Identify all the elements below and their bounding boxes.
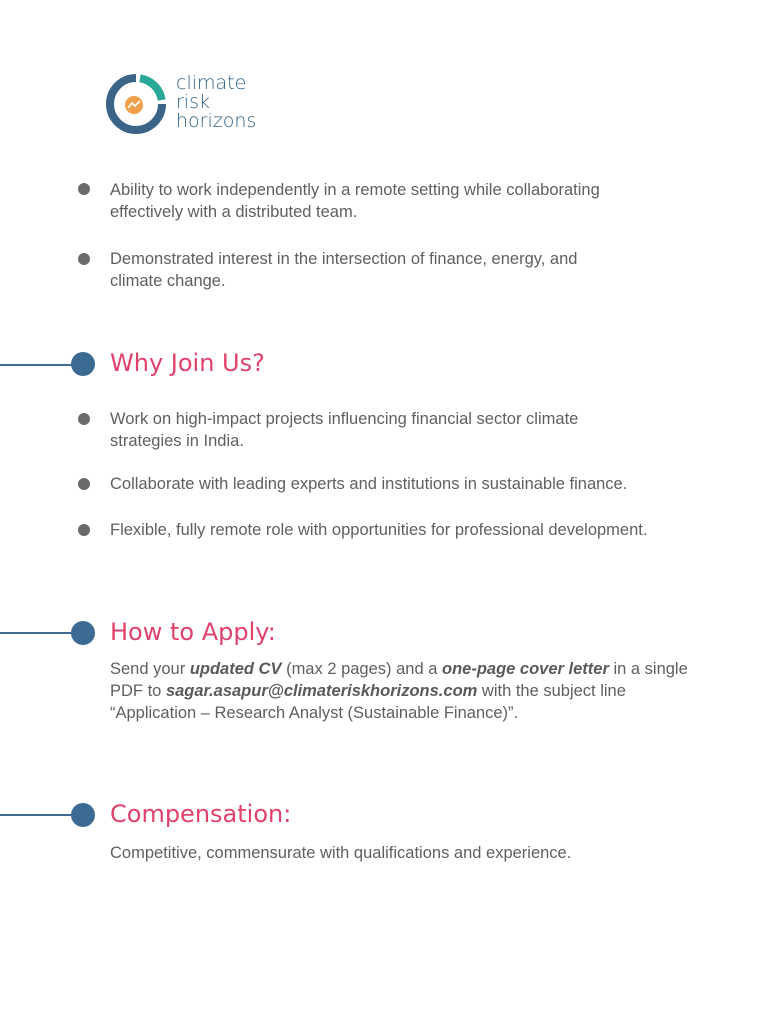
list-item-line: Collaborate with leading experts and institutions in sustainable finance.: [110, 475, 628, 493]
section-divider-line: [0, 814, 78, 816]
section-divider-line: [0, 364, 78, 366]
logo-line-climate: climate: [176, 72, 247, 94]
list-item-line: strategies in India.: [110, 432, 244, 450]
how-to-apply-text: [110, 658, 720, 724]
apply-line-2: [110, 680, 720, 702]
list-item-line: Flexible, fully remote role with opportunities for professional development.: [110, 521, 648, 539]
bullet-marker: [78, 413, 90, 425]
logo-wordmark: [176, 74, 256, 131]
section-divider-line: [0, 632, 78, 634]
apply-text-segment: in a single: [608, 660, 688, 678]
list-item-line: climate change.: [110, 272, 226, 290]
logo-line-risk: risk: [176, 91, 210, 113]
list-item: [110, 179, 710, 223]
apply-line-3: “Application – Research Analyst (Sustainable Finance)”.: [110, 704, 519, 722]
section-marker-dot: [71, 803, 95, 827]
apply-cover-letter-emphasis: one-page cover letter: [442, 660, 609, 678]
section-title-how-to-apply: How to Apply:: [110, 618, 276, 646]
climate-risk-horizons-logo-icon: [106, 74, 166, 134]
apply-text-segment: (max 2 pages) and a: [281, 660, 442, 678]
section-title-why-join: Why Join Us?: [110, 349, 265, 377]
logo-line-horizons: horizons: [176, 110, 257, 132]
section-marker-dot: [71, 621, 95, 645]
bullet-marker: [78, 183, 90, 195]
list-item-line: effectively with a distributed team.: [110, 203, 358, 221]
bullet-marker: [78, 524, 90, 536]
apply-text-segment: with the subject line: [477, 682, 626, 700]
bullet-marker: [78, 478, 90, 490]
list-item: [110, 473, 710, 495]
list-item: [110, 248, 710, 292]
list-item-line: Work on high-impact projects influencing financial sector climate: [110, 410, 579, 428]
section-marker-dot: [71, 352, 95, 376]
apply-email-link[interactable]: sagar.asapur@climateriskhorizons.com: [165, 682, 478, 700]
apply-line-1: [110, 658, 720, 680]
list-item: [110, 408, 710, 452]
bullet-marker: [78, 253, 90, 265]
list-item: [110, 519, 710, 541]
section-title-compensation: Compensation:: [110, 800, 292, 828]
list-item-line: Ability to work independently in a remote setting while collaborating: [110, 181, 600, 199]
compensation-text: Competitive, commensurate with qualifications and experience.: [110, 844, 572, 862]
list-item-line: Demonstrated interest in the intersection of finance, energy, and: [110, 250, 578, 268]
apply-text-segment: PDF to: [110, 682, 166, 700]
company-logo: [106, 74, 276, 134]
apply-cv-emphasis: updated CV: [189, 660, 282, 678]
apply-text-segment: Send your: [110, 660, 190, 678]
